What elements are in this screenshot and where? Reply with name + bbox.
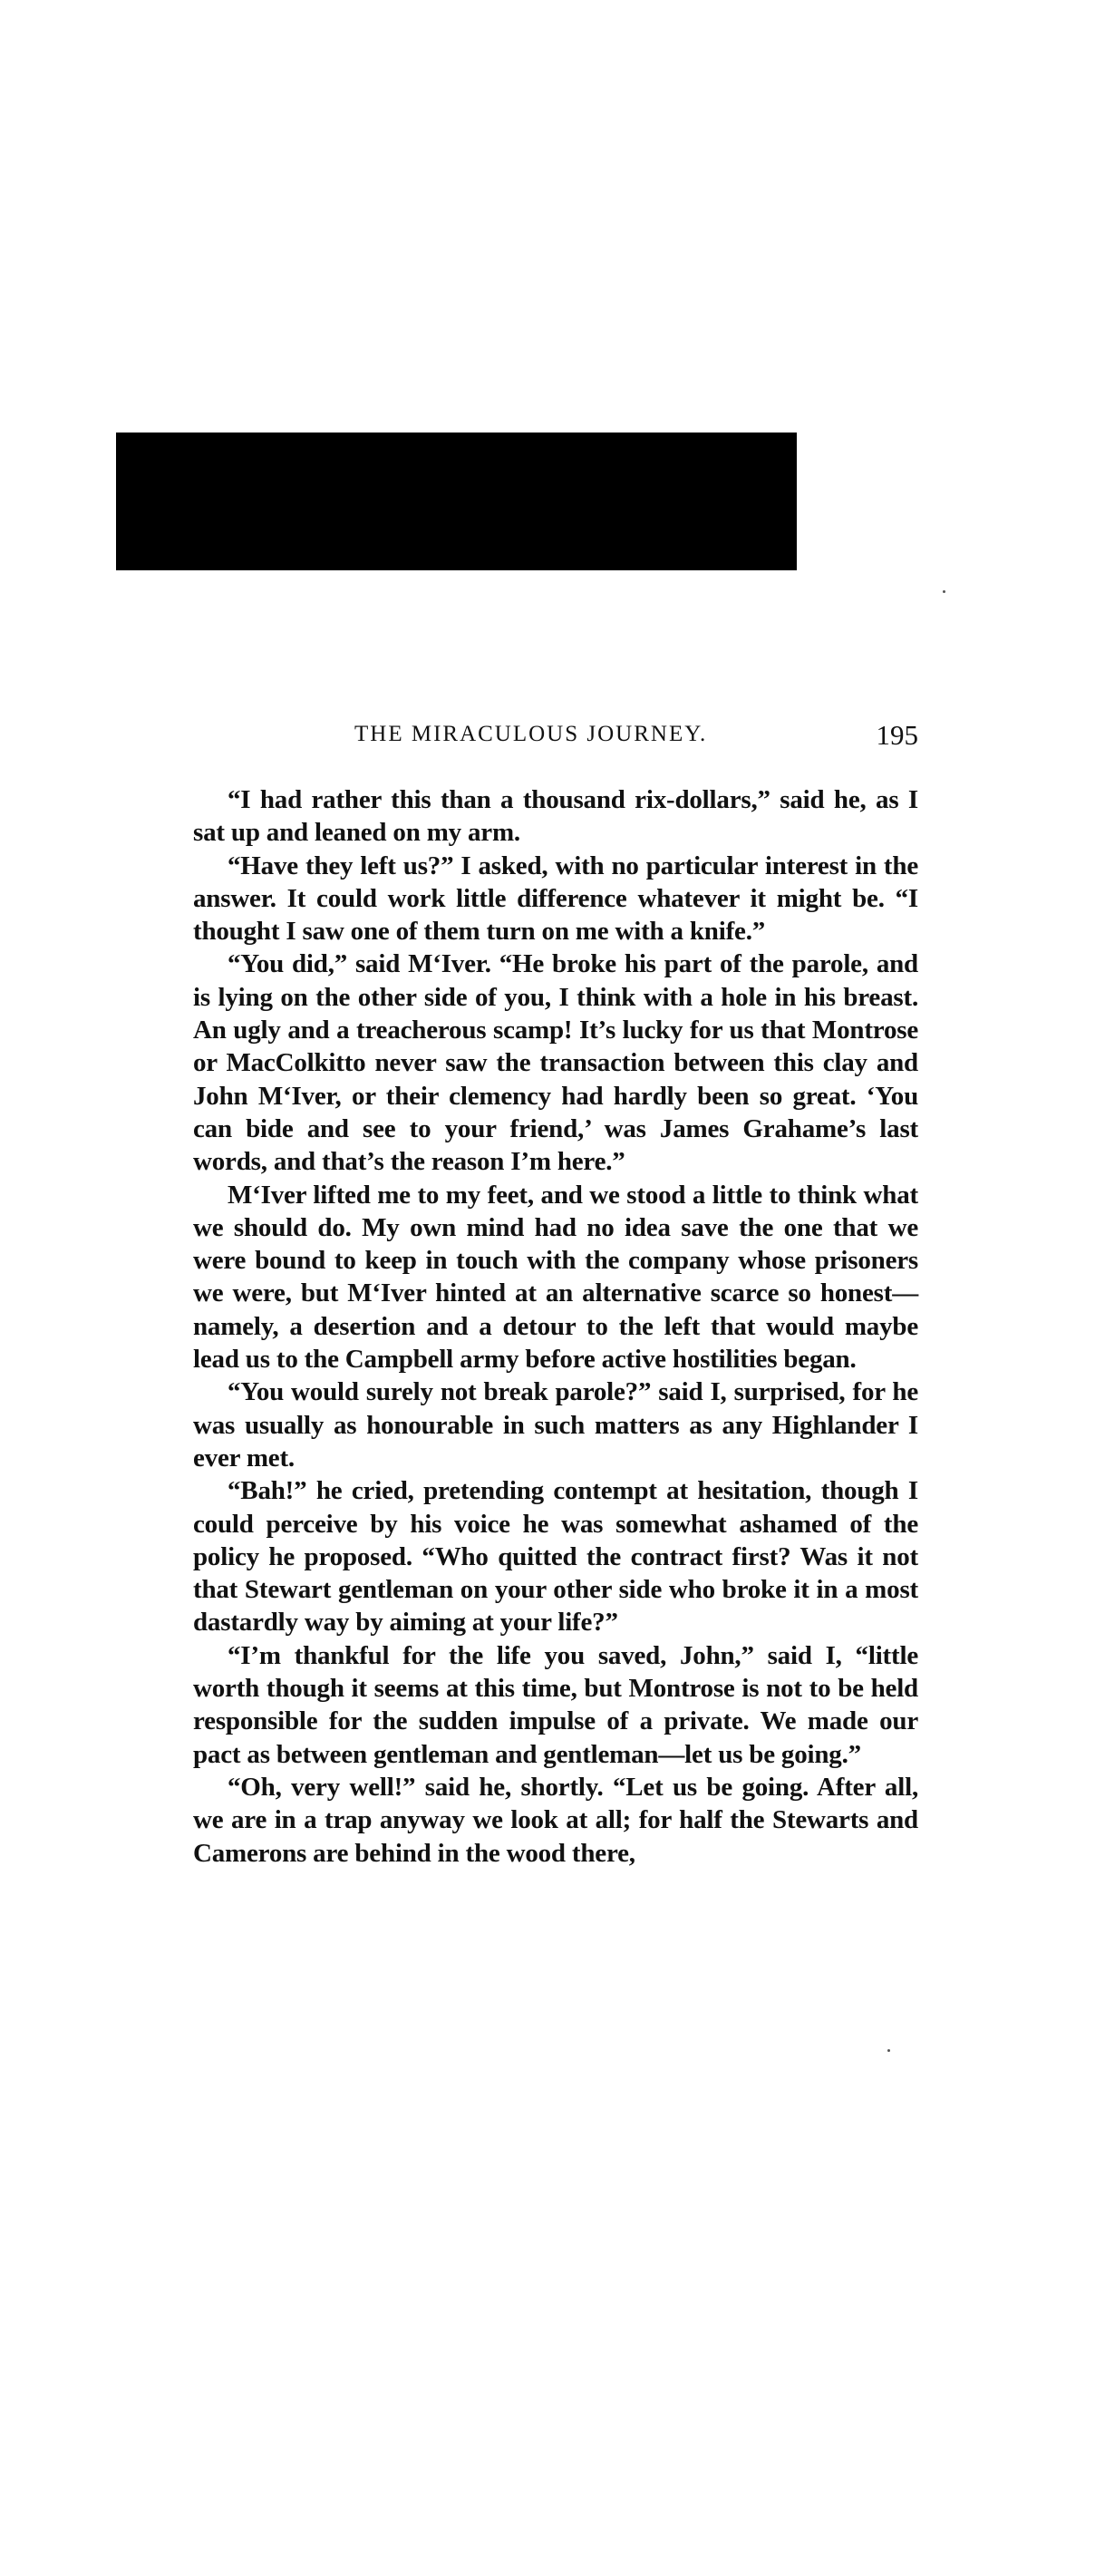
paragraph: “I had rather this than a thousand rix-dollars,” said he, as I sat up and leaned on my arm.	[193, 785, 918, 848]
paragraph: “You would surely not break parole?” said I, surprised, for he was usually as honourable in such matters as any Highlander I ever met.	[193, 1377, 918, 1473]
paragraph: “You did,” said M‘Iver. “He broke his part of the parole, and is lying on the other side of you, I think with a hole in his breast. An ugly and a treacherous scamp! It’s lucky for us that Montrose or MacColkitto never saw the transaction between this clay and John M‘Iver, or their clemency had hardly been so great. ‘You can bide and see to your friend,’ was James Grahame’s last words, and that’s the reason I’m here.”	[193, 949, 918, 1177]
scan-speck	[943, 590, 945, 593]
paragraph: “Bah!” he cried, pretending contempt at hesitation, though I could perceive by his voice he was somewhat ashamed of the policy he proposed. “Who quitted the contract first? Was it not that Stewart gentleman on your other side who broke it in a most dastardly way by aiming at your life?”	[193, 1476, 918, 1638]
paragraph: M‘Iver lifted me to my feet, and we stood a little to think what we should do. My own mind had no idea save the one that we were bound to keep in touch with the company whose prisoners we were, but M‘Iver hinted at an alternative scarce so honest—namely, a desertion and a detour to the left that would maybe lead us to the Campbell army before active hostilities began.	[193, 1180, 918, 1375]
paragraph: “I’m thankful for the life you saved, John,” said I, “little worth though it seems at this time, but Montrose is not to be held responsible for the sudden impulse of a private. We made our pact as between gentleman and gentleman—let us be going.”	[193, 1640, 918, 1769]
paragraph: “Oh, very well!” said he, shortly. “Let us be going. After all, we are in a trap anyway we look at all; for half the Stewarts and Camerons are behind in the wood there,	[193, 1772, 918, 1868]
redaction-bar	[116, 433, 797, 570]
paragraph: “Have they left us?” I asked, with no particular interest in the answer. It could work little difference whatever it might be. “I thought I saw one of them turn on me with a knife.”	[193, 851, 918, 947]
body-text	[193, 783, 918, 1870]
page-number: 195	[876, 719, 918, 751]
scan-speck	[887, 2049, 890, 2052]
running-head	[193, 719, 918, 758]
running-title: THE MIRACULOUS JOURNEY.	[354, 722, 708, 746]
